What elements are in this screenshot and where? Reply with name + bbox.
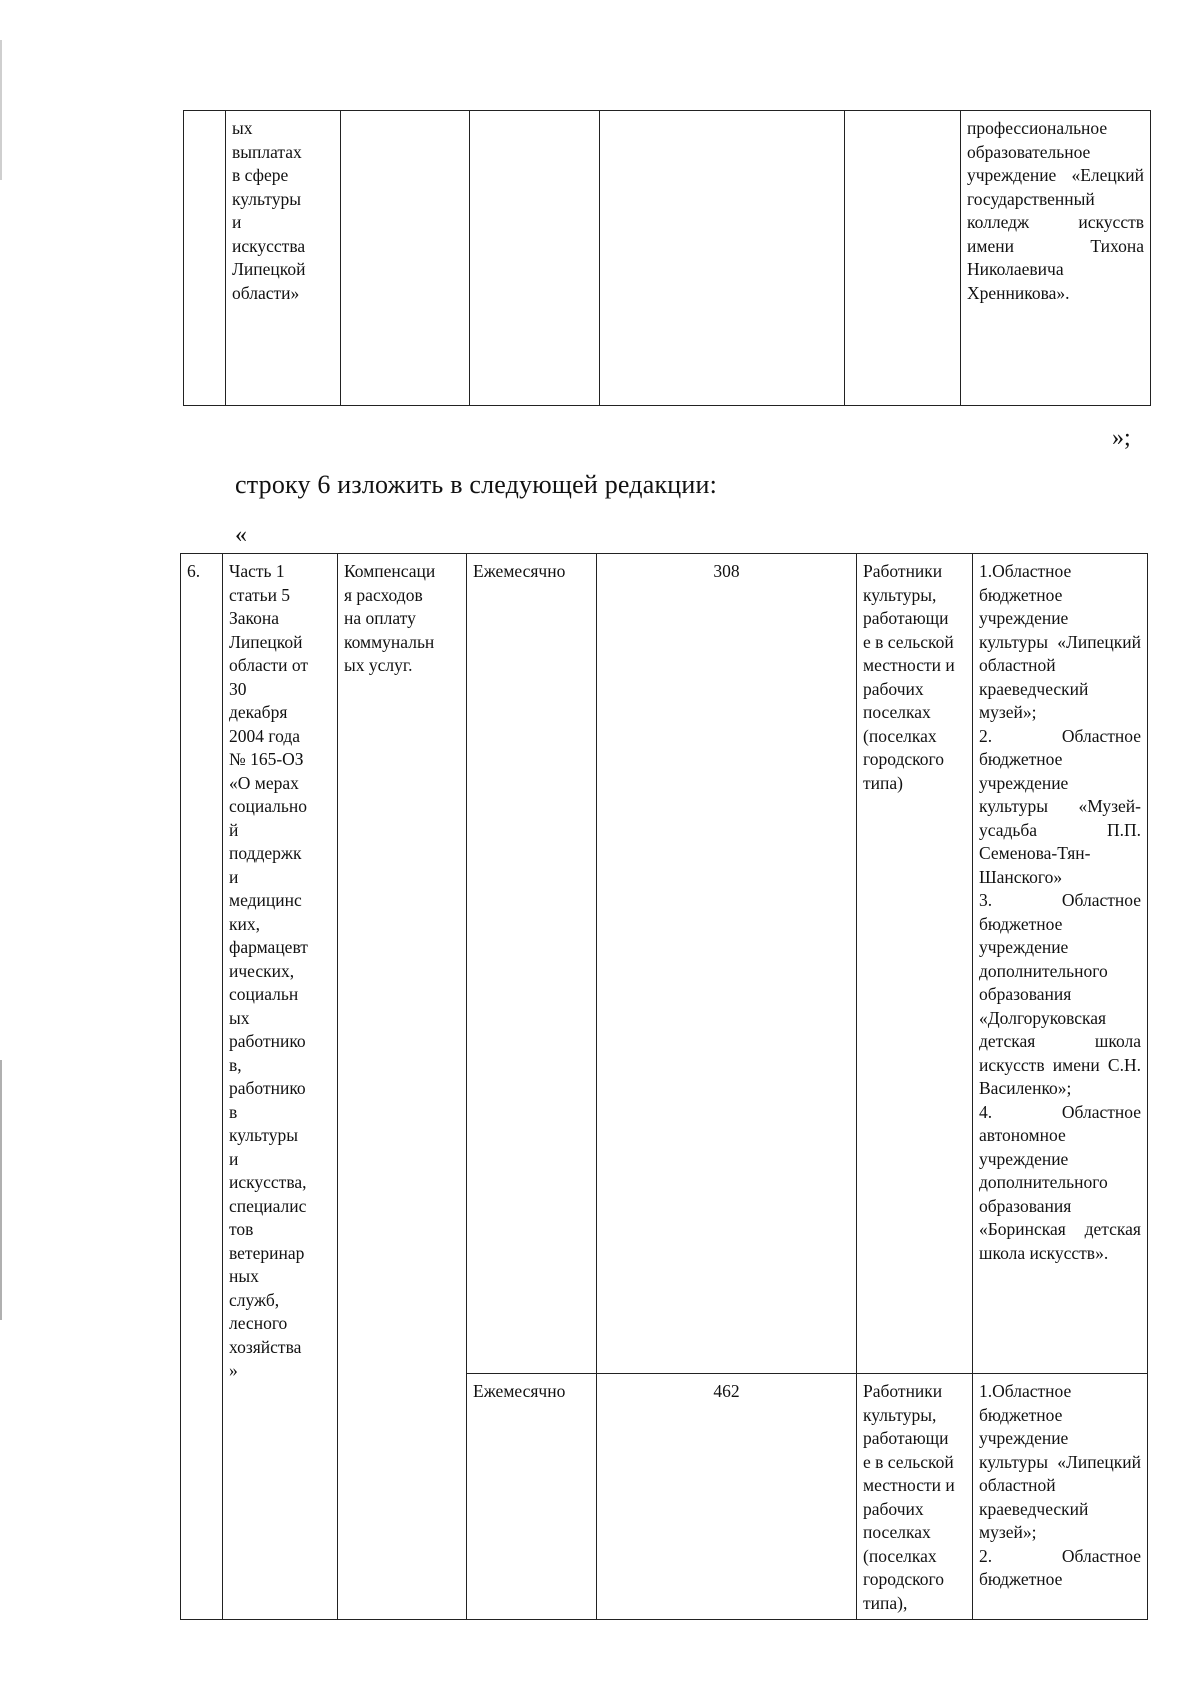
row6-sub1-recipients-cell <box>857 554 973 1374</box>
row6-sub1-institutions-cell <box>973 554 1148 1374</box>
closing-quote: »; <box>1112 425 1131 451</box>
cont-cell-legal-basis <box>226 111 341 406</box>
instruction-text: строку 6 изложить в следующей редакции: <box>235 470 718 499</box>
row6-sub2-recipients: Работники культуры, работающи е в сельской местности и рабочих поселках (поселках городского типа), <box>863 1381 955 1613</box>
opening-quote: « <box>235 522 247 548</box>
row6-legal-basis-cell <box>223 554 338 1620</box>
row6-sub1-amount-cell <box>597 554 857 1374</box>
row6-payment-type-cell <box>338 554 467 1620</box>
row6-sub2-institutions-cell <box>973 1374 1148 1620</box>
scan-mark <box>0 1060 2 1320</box>
scan-mark <box>0 40 2 180</box>
row6-number-cell <box>181 554 223 1620</box>
cont-cell-institutions <box>961 111 1151 406</box>
row6-legal-basis: Часть 1 статьи 5 Закона Липецкой области от 30 декабря 2004 года № 165-ОЗ «О мерах социально й поддержк и медицинс ких, фармацевт ических, социальн ых работнико в, работнико в культуры и искусства, специалис тов ветеринар ных служб, лесного хозяйства » <box>229 561 309 1380</box>
continuation-table <box>183 110 1151 406</box>
row6-sub1-amount: 308 <box>713 561 740 581</box>
row6-sub1-frequency: Ежемесячно <box>473 561 566 581</box>
cont-institutions-text: профессиональное образовательное учреждение «Елецкий государственный колледж искусств имени Тихона Николаевича Хренникова». <box>967 118 1144 303</box>
row6-sub1-recipients: Работники культуры, работающи е в сельской местности и рабочих поселках (поселках городского типа) <box>863 561 955 793</box>
row6-sub2-amount: 462 <box>713 1381 740 1401</box>
cont-cell-amount <box>600 111 845 406</box>
row6-sub2-frequency-cell <box>467 1374 597 1620</box>
cont-cell-recipients <box>845 111 961 406</box>
row6-sub1-frequency-cell <box>467 554 597 1374</box>
cont-cell-frequency <box>470 111 600 406</box>
row6-payment-type: Компенсаци я расходов на оплату коммунальн ых услуг. <box>344 561 436 675</box>
row6-sub2-amount-cell <box>597 1374 857 1620</box>
row6-sub2-institutions: 1.Областное бюджетное учреждение культуры «Липецкий областной краеведческий музей»; 2. Областное бюджетное <box>979 1381 1141 1589</box>
row6-sub2-frequency: Ежемесячно <box>473 1381 566 1401</box>
row6-table <box>180 553 1148 1620</box>
cont-cell-number <box>184 111 226 406</box>
cont-cell-payment-type <box>341 111 470 406</box>
row6-sub1-institutions: 1.Областное бюджетное учреждение культуры «Липецкий областной краеведческий музей»; 2. Областное бюджетное учреждение культуры «Музей-усадьба П.П. Семенова-Тян-Шанского» 3. Областное бюджетное учреждение дополнительного образования «Долгоруковская детская школа искусств имени С.Н. Василенко»; 4. Областное автономное учреждение дополнительного образования «Боринская детская школа искусств». <box>979 561 1141 1263</box>
cont-legal-basis-text: ых выплатах в сфере культуры и искусства Липецкой области» <box>232 118 306 303</box>
row6-number: 6. <box>187 561 201 581</box>
row6-sub2-recipients-cell <box>857 1374 973 1620</box>
